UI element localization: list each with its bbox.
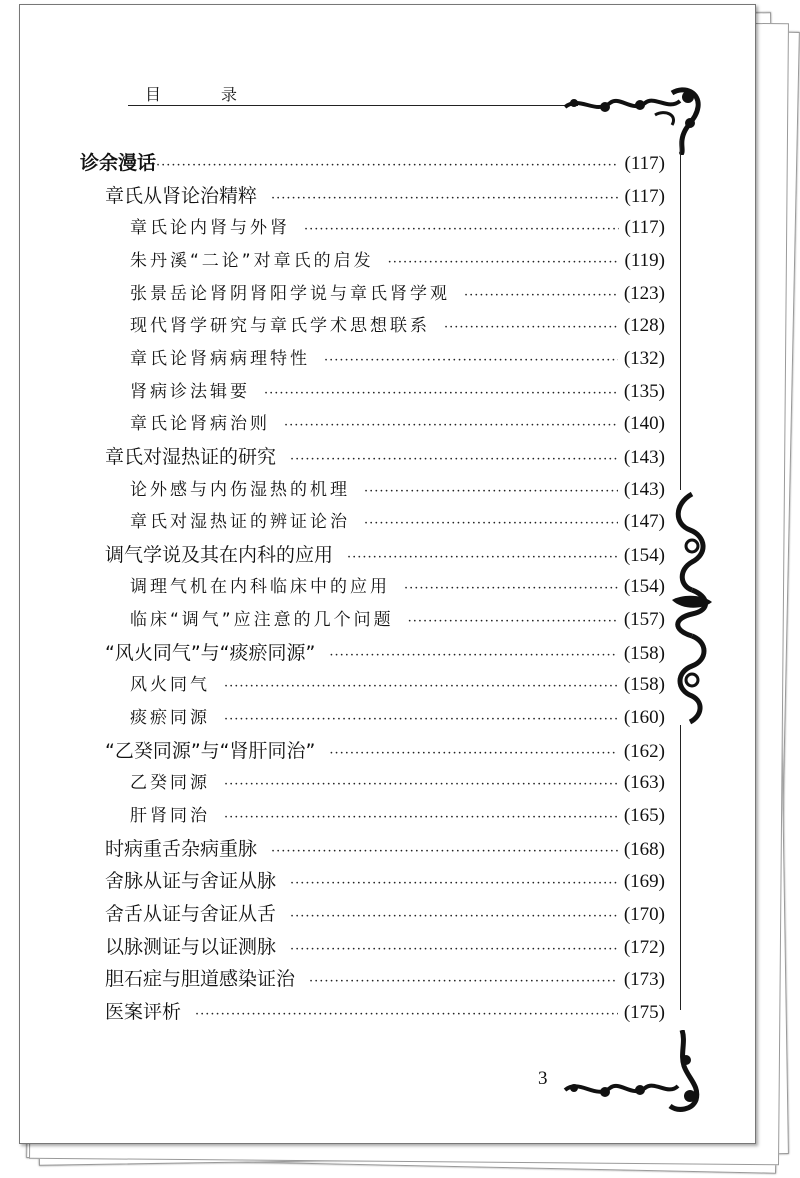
right-border-line-bottom [680, 725, 681, 1010]
toc-entry-title: 痰瘀同源 [130, 708, 210, 729]
toc-entry[interactable] [105, 736, 665, 766]
toc-entry-title: 肾病诊法辑要 [130, 381, 250, 402]
toc-leader-dots [364, 477, 618, 507]
toc-entry-page: (157) [623, 609, 665, 631]
toc-entry[interactable] [105, 899, 665, 929]
toc-leader-dots [404, 574, 618, 604]
toc-entry-page: (117) [624, 153, 665, 174]
toc-entry[interactable] [105, 964, 665, 994]
toc-leader-dots [290, 869, 618, 899]
toc-entry-title: 风火同气 [130, 675, 210, 696]
toc-entry-title: 以脉测证与以证测脉 [105, 935, 277, 958]
toc-entry[interactable] [105, 866, 665, 896]
toc-entry-page: (154) [623, 544, 665, 566]
toc-entry[interactable] [130, 475, 665, 505]
toc-entry-page: (132) [623, 347, 665, 369]
toc-entry-title: 朱丹溪“二论”对章氏的启发 [130, 250, 374, 271]
toc-entry[interactable] [130, 507, 665, 537]
toc-leader-dots [271, 184, 619, 214]
toc-entry-page: (173) [623, 969, 665, 991]
toc-leader-dots [408, 607, 618, 637]
toc-entry-title: 时病重舌杂病重脉 [105, 837, 258, 860]
toc-entry-title: 乙癸同源 [130, 773, 210, 794]
toc-leader-dots [195, 1000, 618, 1030]
toc-entry-title: 医案评析 [105, 1000, 182, 1023]
toc-entry-title: 论外感与内伤湿热的机理 [130, 479, 350, 500]
toc-entry-page: (119) [624, 249, 665, 271]
toc-entry-page: (158) [623, 674, 665, 696]
toc-leader-dots [224, 770, 618, 800]
toc-entry[interactable] [105, 638, 665, 668]
toc-entry-title: 肝肾同治 [130, 806, 210, 826]
toc-leader-dots [224, 672, 618, 702]
toc-entry-page: (143) [623, 446, 665, 468]
toc-entry[interactable] [130, 311, 665, 341]
bottom-corner-ornament-icon [560, 1030, 710, 1115]
toc-entry-page: (160) [623, 707, 665, 729]
toc-entry[interactable] [130, 377, 665, 407]
toc-leader-dots [156, 151, 619, 181]
toc-leader-dots [271, 837, 618, 867]
toc-leader-dots [290, 445, 618, 475]
toc-leader-dots [444, 313, 618, 343]
side-ornament-icon [668, 490, 716, 725]
toc-entry-title: “乙癸同源”与“肾肝同治” [105, 739, 316, 762]
toc-entry-title: 章氏对湿热证的辨证论治 [130, 512, 350, 533]
toc-entry-page: (172) [623, 936, 665, 958]
toc-leader-dots [324, 346, 618, 376]
toc-entry[interactable] [130, 344, 665, 374]
toc-entry[interactable] [130, 246, 665, 276]
page-header-title: 目 录 [145, 85, 260, 104]
toc-entry-page: (154) [623, 576, 665, 598]
toc-entry[interactable] [130, 409, 665, 439]
toc-entry[interactable] [105, 540, 665, 570]
toc-entry-title: 章氏对湿热证的研究 [105, 445, 277, 468]
header-rule [128, 105, 578, 106]
toc-entry-title: 章氏论内肾与外肾 [130, 218, 290, 239]
toc-leader-dots [329, 641, 617, 671]
toc-entry-title: 临床“调气”应注意的几个问题 [130, 610, 394, 631]
toc-leader-dots [347, 543, 618, 573]
toc-leader-dots [304, 215, 619, 245]
toc-entry-page: (135) [623, 380, 665, 402]
toc-entry-title: 调气学说及其在内科的应用 [105, 543, 334, 566]
toc-entry-title: 胆石症与胆道感染证治 [105, 968, 296, 991]
toc-entry-page: (128) [623, 315, 665, 337]
toc-entry[interactable] [80, 148, 665, 178]
toc-entry-page: (140) [623, 413, 665, 435]
toc-entry-title: 章氏论肾病病理特性 [130, 348, 310, 369]
toc-entry-title: 张景岳论肾阴肾阳学说与章氏肾学观 [130, 283, 450, 304]
toc-leader-dots [329, 739, 617, 769]
toc-leader-dots [309, 967, 618, 997]
toc-entry-page: (169) [623, 871, 665, 893]
toc-entry-page: (165) [623, 805, 665, 826]
toc-leader-dots [224, 705, 618, 735]
toc-entry-title: 舍脉从证与舍证从脉 [105, 870, 277, 893]
toc-leader-dots [224, 803, 618, 833]
toc-entry-title: 章氏从肾论治精粹 [105, 184, 258, 207]
toc-entry[interactable] [130, 801, 665, 831]
toc-entry[interactable] [105, 181, 665, 211]
right-border-line-top [680, 140, 681, 490]
toc-leader-dots [290, 935, 618, 965]
toc-entry[interactable] [130, 605, 665, 635]
toc-entry[interactable] [130, 703, 665, 733]
toc-leader-dots [264, 379, 618, 409]
toc-entry-page: (117) [624, 217, 665, 239]
toc-entry-page: (170) [623, 903, 665, 925]
toc-entry-page: (117) [624, 185, 665, 207]
toc-entry-title: 诊余漫话 [80, 152, 157, 174]
toc-leader-dots [364, 509, 618, 539]
toc-entry-page: (162) [623, 740, 665, 762]
toc-entry-page: (175) [623, 1001, 665, 1023]
toc-entry[interactable] [105, 442, 665, 472]
toc-entry-title: “风火同气”与“痰瘀同源” [105, 641, 316, 664]
toc-entry-title: 调理气机在内科临床中的应用 [130, 577, 390, 598]
toc-entry-title: 现代肾学研究与章氏学术思想联系 [130, 316, 430, 337]
toc-leader-dots [464, 281, 618, 311]
toc-entry-page: (143) [623, 478, 665, 500]
toc-entry-title: 舍舌从证与舍证从舌 [105, 902, 277, 925]
toc-entry[interactable] [105, 997, 665, 1027]
toc-entry[interactable] [130, 213, 665, 243]
toc-entry-page: (123) [623, 282, 665, 304]
top-corner-ornament-icon [560, 85, 710, 155]
toc-entry-page: (163) [623, 772, 665, 794]
toc-entry[interactable] [130, 572, 665, 602]
toc-leader-dots [290, 902, 618, 932]
toc-leader-dots [284, 411, 618, 441]
toc-leader-dots [388, 248, 619, 278]
toc-entry-page: (158) [623, 642, 665, 664]
toc-entry[interactable] [105, 932, 665, 962]
toc-entry-page: (147) [623, 511, 665, 533]
toc-entry[interactable] [130, 768, 665, 798]
toc-entry-title: 章氏论肾病治则 [130, 414, 270, 435]
toc-entry[interactable] [130, 279, 665, 309]
toc-entry-page: (168) [623, 838, 665, 860]
toc-entry[interactable] [105, 834, 665, 864]
page-number: 3 [538, 1068, 548, 1089]
toc-entry[interactable] [130, 670, 665, 700]
